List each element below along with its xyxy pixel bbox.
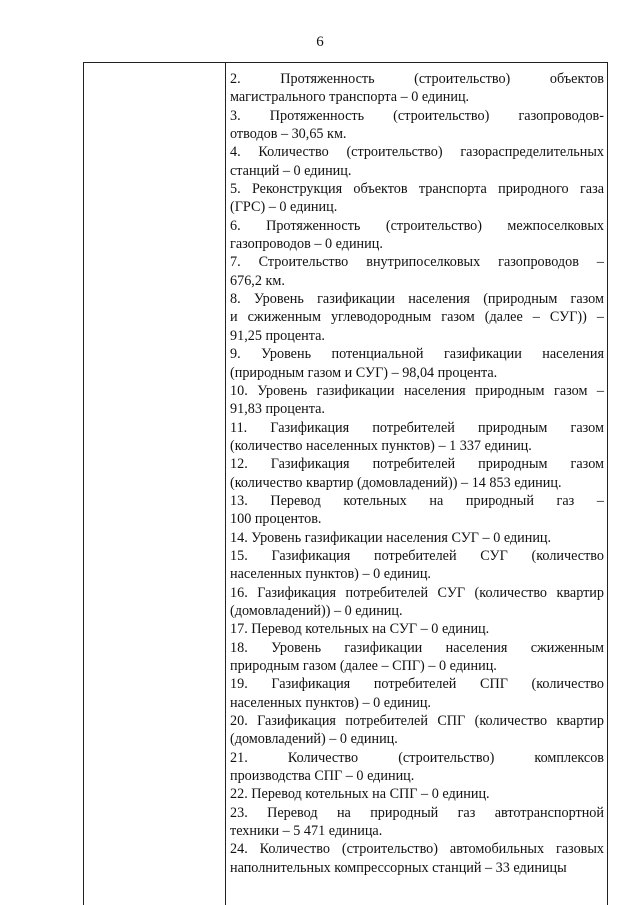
document-table bbox=[83, 62, 608, 905]
indicator-line: (природным газом и СУГ) – 98,04 процента. bbox=[230, 364, 498, 381]
indicator-item bbox=[230, 529, 604, 547]
indicator-line: 17. Перевод котельных на СУГ – 0 единиц. bbox=[230, 621, 490, 638]
indicator-line: магистрального транспорта – 0 единиц. bbox=[230, 89, 470, 106]
indicators-column bbox=[230, 70, 604, 877]
indicator-line: 14. Уровень газификации населения СУГ – 0 единиц. bbox=[230, 529, 552, 546]
indicator-line: 13. Перевод котельных на природный газ – bbox=[230, 492, 604, 509]
indicator-item bbox=[230, 253, 604, 290]
indicator-line: (количество населенных пунктов) – 1 337 единиц. bbox=[230, 437, 532, 454]
indicator-item bbox=[230, 749, 604, 786]
indicator-line: 12. Газификация потребителей природным газом bbox=[230, 456, 604, 473]
indicator-line: отводов – 30,65 км. bbox=[230, 126, 347, 143]
indicator-item bbox=[230, 675, 604, 712]
indicator-line: 9. Уровень потенциальной газификации населения bbox=[230, 346, 604, 363]
indicator-line: 10. Уровень газификации населения природным газом – bbox=[230, 382, 604, 399]
indicator-line: 11. Газификация потребителей природным газом bbox=[230, 419, 604, 436]
indicator-item bbox=[230, 840, 604, 877]
indicator-line: 19. Газификация потребителей СПГ (количество bbox=[230, 676, 604, 693]
indicator-line: (ГРС) – 0 единиц. bbox=[230, 199, 338, 216]
indicator-item bbox=[230, 107, 604, 144]
indicator-line: (домовладений)) – 0 единиц. bbox=[230, 602, 403, 619]
indicator-line: наполнительных компрессорных станций – 33 единицы bbox=[230, 859, 567, 876]
indicator-line: 22. Перевод котельных на СПГ – 0 единиц. bbox=[230, 786, 490, 803]
indicator-line: станций – 0 единиц. bbox=[230, 162, 352, 179]
indicator-line: 20. Газификация потребителей СПГ (количество квартир bbox=[230, 713, 604, 730]
indicator-line: населенных пунктов) – 0 единиц. bbox=[230, 566, 431, 583]
indicator-item bbox=[230, 143, 604, 180]
indicator-line: техники – 5 471 единица. bbox=[230, 823, 383, 840]
indicator-item bbox=[230, 639, 604, 676]
indicator-item bbox=[230, 492, 604, 529]
indicator-line: 23. Перевод на природный газ автотранспортной bbox=[230, 804, 604, 821]
indicator-line: 15. Газификация потребителей СУГ (количество bbox=[230, 547, 604, 564]
indicator-line: населенных пунктов) – 0 единиц. bbox=[230, 694, 431, 711]
indicator-item bbox=[230, 180, 604, 217]
page-number: 6 bbox=[316, 34, 324, 50]
indicator-item bbox=[230, 70, 604, 107]
indicator-line: 5. Реконструкция объектов транспорта природного газа bbox=[230, 181, 604, 198]
indicator-item bbox=[230, 620, 604, 638]
indicator-line: производства СПГ – 0 единиц. bbox=[230, 768, 415, 785]
indicator-line: 24. Количество (строительство) автомобильных газовых bbox=[230, 841, 604, 858]
indicator-item bbox=[230, 785, 604, 803]
indicator-item bbox=[230, 290, 604, 345]
indicator-line: 8. Уровень газификации населения (природным газом bbox=[230, 291, 604, 308]
indicator-line: 91,83 процента. bbox=[230, 401, 325, 418]
indicator-line: и сжиженным углеводородным газом (далее – СУГ)) – bbox=[230, 309, 604, 326]
indicator-line: 21. Количество (строительство) комплексов bbox=[230, 749, 604, 766]
indicator-line: природным газом (далее – СПГ) – 0 единиц. bbox=[230, 658, 497, 674]
indicator-item bbox=[230, 419, 604, 456]
indicator-line: 4. Количество (строительство) газораспределительных bbox=[230, 144, 604, 161]
indicator-line: (количество квартир (домовладений)) – 14 853 единиц. bbox=[230, 474, 562, 491]
indicator-line: (домовладений) – 0 единиц. bbox=[230, 731, 398, 748]
indicator-item bbox=[230, 217, 604, 254]
indicator-line: 6. Протяженность (строительство) межпоселковых bbox=[230, 217, 604, 234]
indicator-item bbox=[230, 712, 604, 749]
indicator-item bbox=[230, 584, 604, 621]
indicator-line: газопроводов – 0 единиц. bbox=[230, 236, 383, 253]
indicator-line: 7. Строительство внутрипоселковых газопроводов – bbox=[230, 254, 604, 271]
indicator-line: 16. Газификация потребителей СУГ (количество квартир bbox=[230, 584, 604, 601]
indicator-item bbox=[230, 345, 604, 382]
indicator-line: 3. Протяженность (строительство) газопроводов- bbox=[230, 107, 604, 124]
indicator-item bbox=[230, 455, 604, 492]
indicator-line: 676,2 км. bbox=[230, 272, 285, 289]
indicator-line: 18. Уровень газификации населения сжиженным bbox=[230, 639, 604, 656]
indicator-line: 100 процентов. bbox=[230, 511, 322, 528]
indicator-item bbox=[230, 547, 604, 584]
indicator-line: 91,25 процента. bbox=[230, 327, 325, 344]
indicator-item bbox=[230, 804, 604, 841]
indicator-item bbox=[230, 382, 604, 419]
column-divider bbox=[225, 63, 226, 905]
indicator-line: 2. Протяженность (строительство) объектов bbox=[230, 71, 604, 87]
